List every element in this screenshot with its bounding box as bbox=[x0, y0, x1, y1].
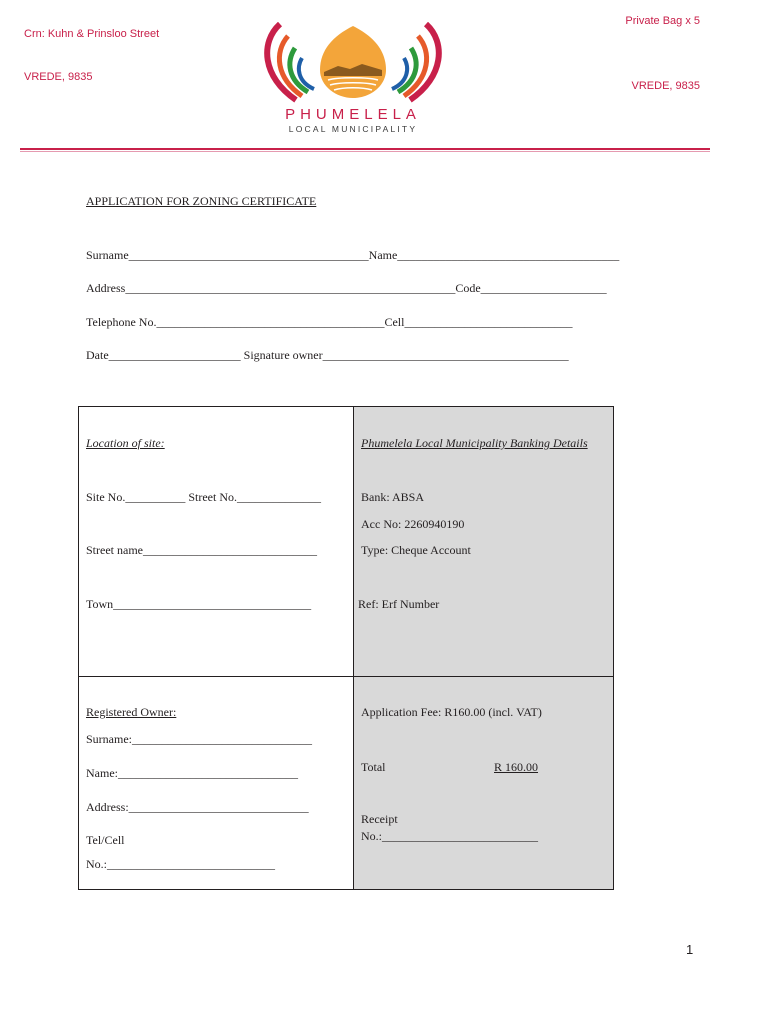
account-number: Acc No: 2260940190 bbox=[361, 517, 465, 531]
bank-name: Bank: ABSA bbox=[361, 490, 425, 504]
owner-tel-field[interactable]: No.:____________________________ bbox=[86, 857, 275, 871]
banking-heading: Phumelela Local Municipality Banking Details bbox=[361, 436, 588, 450]
telephone-cell-field[interactable]: Telephone No.______________________________________Cell____________________________ bbox=[86, 315, 573, 329]
logo-emblem-icon bbox=[258, 22, 448, 106]
account-type: Type: Cheque Account bbox=[361, 543, 471, 557]
payment-reference: Ref: Erf Number bbox=[358, 597, 440, 611]
owner-surname-field[interactable]: Surname:______________________________ bbox=[86, 732, 312, 746]
form-title: APPLICATION FOR ZONING CERTIFICATE bbox=[86, 194, 317, 208]
street-name-field[interactable]: Street name_____________________________ bbox=[86, 543, 317, 557]
receipt-number-field[interactable]: No.:__________________________ bbox=[361, 829, 538, 843]
date-signature-field[interactable]: Date______________________ Signature owner_________________________________________ bbox=[86, 348, 569, 362]
total-label: Total bbox=[361, 760, 386, 774]
table-column-divider bbox=[353, 406, 354, 890]
details-table bbox=[78, 406, 614, 890]
header-divider-secondary bbox=[20, 151, 710, 152]
municipality-logo bbox=[258, 22, 448, 140]
town-field[interactable]: Town_________________________________ bbox=[86, 597, 312, 611]
logo-subtitle: LOCAL MUNICIPALITY bbox=[288, 124, 418, 134]
total-value: R 160.00 bbox=[494, 760, 539, 774]
postal-bag: Private Bag x 5 bbox=[625, 15, 700, 27]
address-street: Crn: Kuhn & Prinsloo Street bbox=[24, 28, 160, 40]
postal-town: VREDE, 9835 bbox=[631, 80, 700, 92]
address-town: VREDE, 9835 bbox=[24, 71, 93, 83]
table-row-divider bbox=[78, 676, 614, 677]
surname-name-field[interactable]: Surname________________________________________Name_____________________________________ bbox=[86, 248, 620, 262]
header-divider bbox=[20, 148, 710, 150]
owner-address-field[interactable]: Address:______________________________ bbox=[86, 800, 309, 814]
receipt-label: Receipt bbox=[361, 812, 398, 826]
page-number: 1 bbox=[686, 942, 694, 957]
owner-name-field[interactable]: Name:______________________________ bbox=[86, 766, 298, 780]
application-fee: Application Fee: R160.00 (incl. VAT) bbox=[361, 705, 542, 719]
address-code-field[interactable]: Address_______________________________________________________Code_____________________ bbox=[86, 281, 607, 295]
site-street-no-field[interactable]: Site No.__________ Street No.______________ bbox=[86, 490, 321, 504]
owner-heading: Registered Owner: bbox=[86, 705, 177, 719]
location-heading: Location of site: bbox=[86, 436, 165, 450]
owner-tel-label: Tel/Cell bbox=[86, 833, 125, 847]
logo-name: PHUMELELA bbox=[285, 106, 421, 123]
